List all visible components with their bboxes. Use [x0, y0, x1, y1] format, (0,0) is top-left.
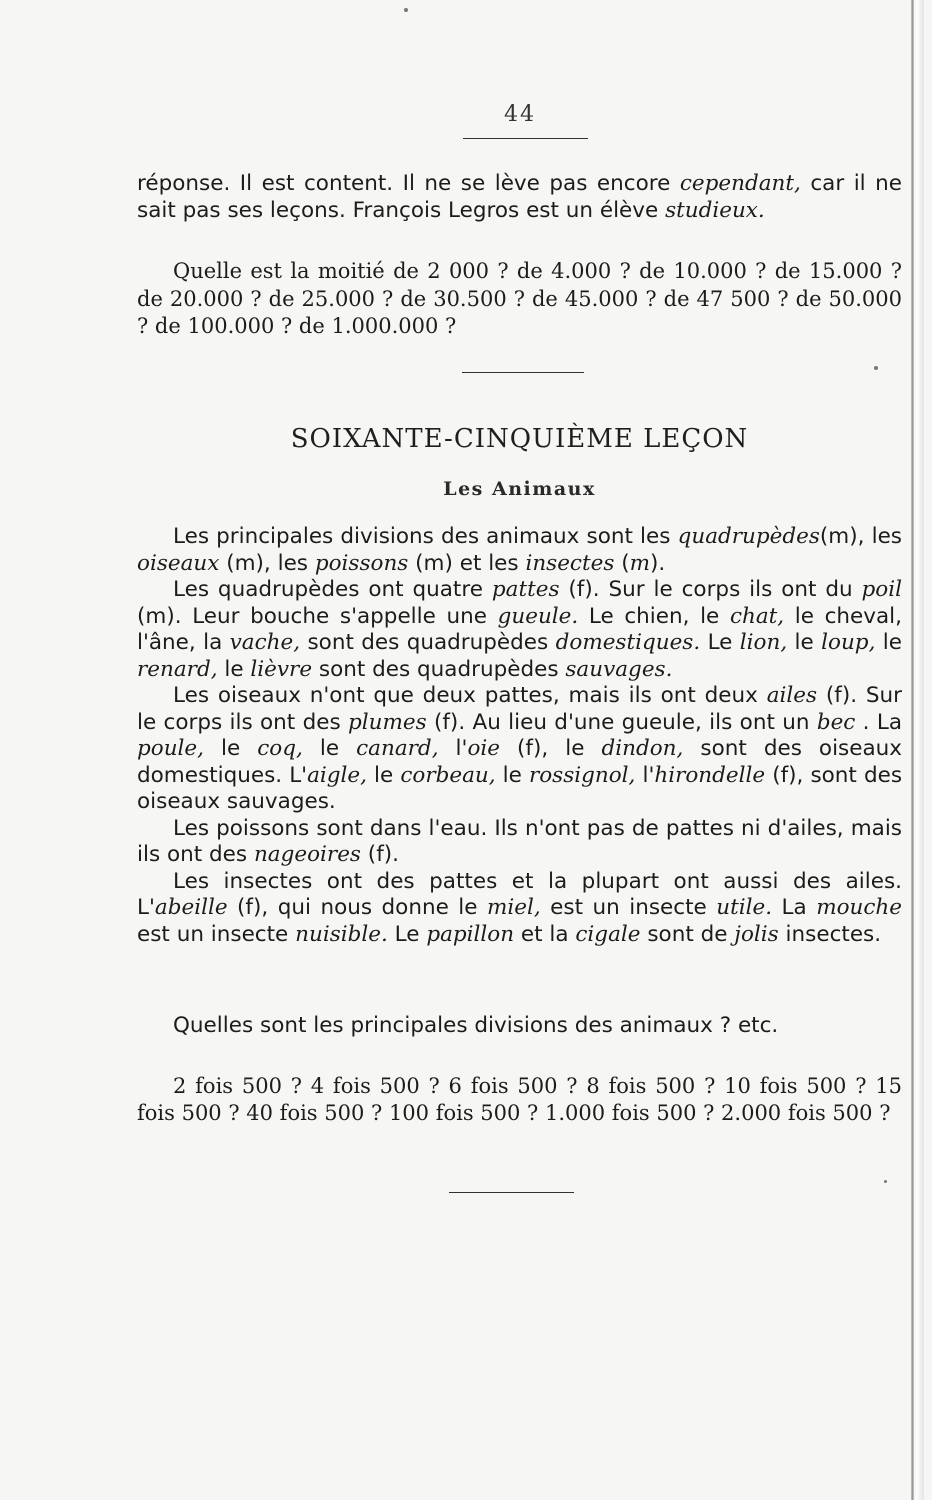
- paper-speck: [874, 366, 878, 370]
- text-run: le: [495, 762, 529, 788]
- italic-word: insectes: [525, 550, 615, 576]
- text-run: sont des quadrupèdes: [300, 630, 556, 655]
- italic-word: plumes: [348, 709, 427, 735]
- text-run: Les insectes ont des pattes et la plupart ont aussi des ailes. L': [137, 868, 902, 920]
- text-run: l': [438, 736, 468, 761]
- page-number: 44: [504, 102, 536, 127]
- italic-word: oie: [467, 736, 500, 761]
- text-run: (m) et les: [408, 550, 526, 576]
- text-run: Les principales divisions des animaux sont les: [173, 524, 678, 549]
- italic-word: vache,: [229, 630, 301, 655]
- italic-word: gueule.: [497, 603, 579, 629]
- text-run: Les poissons sont dans l'eau. Ils n'ont pas de pattes ni d'ailes, mais ils ont des: [137, 815, 902, 867]
- italic-word: nageoires: [253, 842, 361, 867]
- text-run: est un insecte: [137, 921, 296, 947]
- italic-word: jolis: [734, 921, 779, 947]
- lesson-title: SOIXANTE-CINQUIÈME LEÇON: [290, 424, 749, 454]
- italic-word: mouche: [816, 895, 902, 920]
- italic-word: cependant,: [679, 171, 801, 196]
- text-run: sont des oiseaux domestiques. L': [137, 736, 903, 788]
- header-rule: [463, 138, 588, 139]
- exercise-question: Quelles sont les principales divisions des animaux ? etc.: [173, 1013, 779, 1038]
- italic-word: papillon: [426, 921, 515, 947]
- italic-word: ailes: [766, 683, 818, 708]
- multiplication-exercise: 2 fois 500 ? 4 fois 500 ? 6 fois 500 ? 8 fois 500 ? 10 fois 500 ? 15 fois 500 ? 40 fois 500 ? 100 fois 500 ? 1.000 fois 500 ? 2.000 fois 500 ?: [137, 1074, 902, 1125]
- text-run: (f), sont des oiseaux sauvages.: [137, 762, 903, 814]
- italic-word: poule,: [137, 736, 204, 761]
- italic-word: pattes: [491, 577, 560, 602]
- text-run: (m), les: [219, 550, 315, 576]
- italic-word: loup,: [821, 630, 876, 655]
- text-run: le: [204, 736, 258, 761]
- italic-word: miel,: [486, 895, 541, 920]
- italic-word: domestiques.: [555, 630, 701, 655]
- text-run: (f). Sur le corps ils ont des: [137, 683, 902, 735]
- italic-word: canard,: [356, 736, 439, 761]
- text-run: Les oiseaux n'ont que deux pattes, mais ils ont deux: [173, 683, 767, 708]
- text-run: (: [614, 550, 630, 576]
- text-run: le: [366, 762, 401, 788]
- text-run: Le: [387, 921, 427, 947]
- italic-word: studieux.: [665, 197, 765, 223]
- text-run: Le: [700, 630, 740, 655]
- italic-word: dindon,: [601, 736, 684, 761]
- page-edge-shadow: [911, 0, 914, 1500]
- italic-word: cigale: [575, 921, 641, 947]
- italic-word: oiseaux: [137, 550, 220, 576]
- lesson-body: [137, 524, 902, 948]
- lesson-subtitle: Les Animaux: [443, 478, 596, 500]
- text-run: (f). Au lieu d'une gueule, ils ont un: [426, 709, 817, 735]
- italic-word: poil: [861, 577, 902, 602]
- paragraph-moitie: [137, 258, 902, 341]
- text-run: (f).: [360, 842, 399, 867]
- text-run: est un insecte: [540, 895, 717, 920]
- italic-word: coq,: [257, 736, 303, 761]
- text-run: (m). Leur bouche s'appelle une: [137, 603, 498, 629]
- italic-word: nuisible.: [295, 921, 388, 947]
- italic-word: hirondelle: [654, 762, 766, 788]
- text-run: le cheval, l'âne, la: [137, 603, 902, 655]
- italic-word: chat,: [729, 603, 785, 629]
- footer-rule: [449, 1192, 574, 1193]
- text-run: (f). Sur le corps ils ont du: [559, 577, 862, 602]
- italic-word: aigle,: [307, 762, 367, 788]
- text-run: car il ne sait pas ses leçons. François Legros est un élève: [137, 171, 903, 223]
- italic-word: utile.: [716, 895, 773, 920]
- italic-word: corbeau,: [400, 762, 496, 788]
- text-run: le: [302, 736, 357, 761]
- paragraph-reponse: [137, 171, 902, 224]
- italic-word: m: [629, 550, 650, 576]
- text-run: (m), les: [819, 524, 902, 549]
- page-edge: [916, 0, 924, 1500]
- text-run: et la: [514, 921, 576, 947]
- italic-word: lion,: [739, 630, 788, 655]
- text-run: réponse. Il est content. Il ne se lève pas encore: [137, 171, 680, 196]
- text-run: La: [772, 895, 817, 920]
- text-run: le: [217, 656, 251, 682]
- text-run: ).: [650, 550, 666, 576]
- italic-word: lièvre: [250, 656, 313, 682]
- text-run: le: [787, 630, 822, 655]
- italic-word: bec: [816, 709, 856, 735]
- italic-word: rossignol,: [528, 762, 636, 788]
- text-run: sont de: [640, 921, 735, 947]
- paper-speck: [404, 8, 408, 12]
- italic-word: sauvages.: [565, 656, 673, 682]
- text-run: insectes.: [778, 921, 882, 947]
- section-rule: [462, 372, 584, 373]
- text-run: Les quadrupèdes ont quatre: [173, 577, 492, 602]
- moitie-question-text: Quelle est la moitié de 2 000 ? de 4.000 ? de 10.000 ? de 15.000 ? de 20.000 ? de 25.000 ? de 30.500 ? de 45.000 ? de 47 500 ? de 50.000 ? de 100.000 ? de 1.000.000 ?: [137, 259, 902, 338]
- text-run: l': [635, 762, 655, 788]
- italic-word: quadrupèdes: [677, 524, 820, 549]
- text-run: (f), le: [500, 736, 602, 761]
- paper-speck: [884, 1180, 887, 1183]
- text-run: sont des quadrupèdes: [312, 656, 566, 682]
- italic-word: poissons: [314, 550, 409, 576]
- italic-word: renard,: [137, 656, 218, 682]
- text-run: . La: [855, 709, 903, 735]
- text-run: (f), qui nous donne le: [227, 895, 487, 920]
- text-run: Le chien, le: [578, 603, 730, 629]
- italic-word: abeille: [154, 895, 228, 920]
- text-run: le: [875, 630, 902, 655]
